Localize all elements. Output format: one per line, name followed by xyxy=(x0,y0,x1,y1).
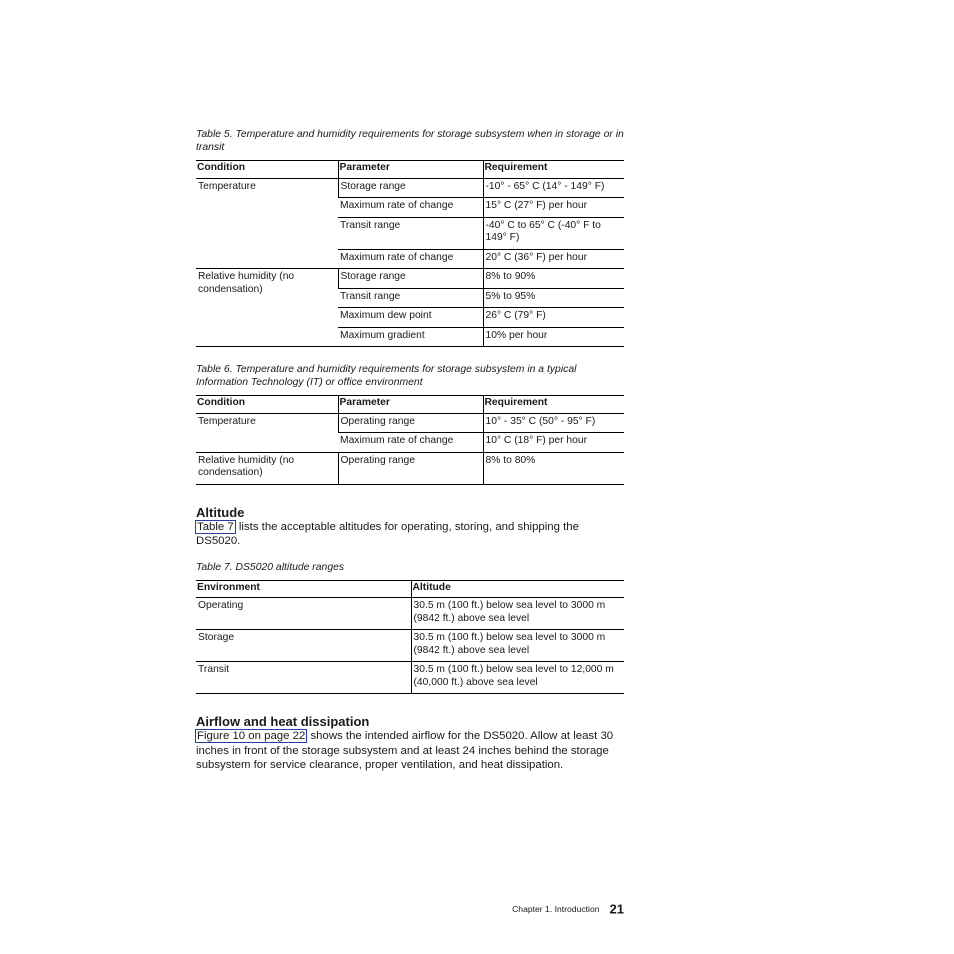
figure10-link[interactable]: Figure 10 on page 22 xyxy=(197,730,306,743)
table-cell: Storage xyxy=(196,630,411,662)
table-cell: Storage range xyxy=(338,178,483,198)
table-row xyxy=(196,598,624,630)
table6-condition-humidity: Relative humidity (no condensation) xyxy=(196,452,338,484)
table-cell: 30.5 m (100 ft.) below sea level to 3000 m (9842 ft.) above sea level xyxy=(411,630,624,662)
table5-header-requirement: Requirement xyxy=(483,161,624,179)
table6-caption: Table 6. Temperature and humidity requirements for storage subsystem in a typical Information Technology (IT) or office environment xyxy=(196,364,577,388)
table-cell: 15° C (27° F) per hour xyxy=(483,198,624,218)
table7 xyxy=(196,580,624,695)
table-row xyxy=(196,452,624,484)
table-cell: 30.5 m (100 ft.) below sea level to 3000 m (9842 ft.) above sea level xyxy=(411,598,624,630)
table5-header-parameter: Parameter xyxy=(338,161,483,179)
table7-header-row xyxy=(196,580,624,598)
airflow-heading: Airflow and heat dissipation xyxy=(196,714,370,730)
table-cell: Maximum rate of change xyxy=(338,198,483,218)
page-number: 21 xyxy=(609,901,624,917)
table-cell: 26° C (79° F) xyxy=(483,308,624,328)
table-row xyxy=(196,178,624,198)
altitude-paragraph xyxy=(196,520,624,548)
table5-header-row xyxy=(196,161,624,179)
table-cell: -40° C to 65° C (-40° F to 149° F) xyxy=(483,217,624,249)
table-cell: Operating range xyxy=(338,413,483,433)
table-row xyxy=(196,269,624,289)
table-row xyxy=(196,662,624,694)
table6-header-parameter: Parameter xyxy=(338,396,483,414)
table-cell: Maximum dew point xyxy=(338,308,483,328)
table-cell: Maximum rate of change xyxy=(338,433,483,453)
table6-header-requirement: Requirement xyxy=(483,396,624,414)
table-cell: Operating xyxy=(196,598,411,630)
table7-header-altitude: Altitude xyxy=(411,580,624,598)
table-cell: -10° - 65° C (14° - 149° F) xyxy=(483,178,624,198)
altitude-heading: Altitude xyxy=(196,504,245,520)
table7-caption: Table 7. DS5020 altitude ranges xyxy=(196,561,345,573)
table5-condition-temperature: Temperature xyxy=(196,178,338,269)
table-cell: Transit range xyxy=(338,288,483,308)
table-cell: 10° - 35° C (50° - 95° F) xyxy=(483,413,624,433)
table-cell: Transit range xyxy=(338,217,483,249)
page-content xyxy=(196,128,624,772)
table7-header-environment: Environment xyxy=(196,580,411,598)
table-cell: 30.5 m (100 ft.) below sea level to 12,000 m (40,000 ft.) above sea level xyxy=(411,662,624,694)
table6 xyxy=(196,395,624,485)
airflow-paragraph xyxy=(196,729,624,772)
table6-header-condition: Condition xyxy=(196,396,338,414)
table-cell: 5% to 95% xyxy=(483,288,624,308)
table5 xyxy=(196,160,624,347)
table6-header-row xyxy=(196,396,624,414)
table-cell: 20° C (36° F) per hour xyxy=(483,249,624,269)
table-cell: Transit xyxy=(196,662,411,694)
table-cell: 10% per hour xyxy=(483,327,624,347)
page-footer xyxy=(500,900,624,918)
table-cell: Storage range xyxy=(338,269,483,289)
table5-header-condition: Condition xyxy=(196,161,338,179)
table-cell: Operating range xyxy=(338,452,483,484)
table6-condition-temperature: Temperature xyxy=(196,413,338,452)
table-cell: Maximum gradient xyxy=(338,327,483,347)
altitude-text: lists the acceptable altitudes for operating, storing, and shipping the DS5020. xyxy=(196,520,579,547)
table-cell: 8% to 80% xyxy=(483,452,624,484)
table5-caption: Table 5. Temperature and humidity requirements for storage subsystem when in storage or in transit xyxy=(196,129,624,153)
table-cell: Maximum rate of change xyxy=(338,249,483,269)
table-cell: 10° C (18° F) per hour xyxy=(483,433,624,453)
table-row xyxy=(196,630,624,662)
table7-link[interactable]: Table 7 xyxy=(197,520,234,533)
table-row xyxy=(196,413,624,433)
footer-chapter: Chapter 1. Introduction xyxy=(512,903,600,914)
table-cell: 8% to 90% xyxy=(483,269,624,289)
table5-condition-humidity: Relative humidity (no condensation) xyxy=(196,269,338,347)
airflow-text: shows the intended airflow for the DS5020. Allow at least 30 inches in front of the storage subsystem and at least 24 inches behind the storage subsystem for service clearance, proper ventilation, and heat dissipation. xyxy=(196,730,614,771)
